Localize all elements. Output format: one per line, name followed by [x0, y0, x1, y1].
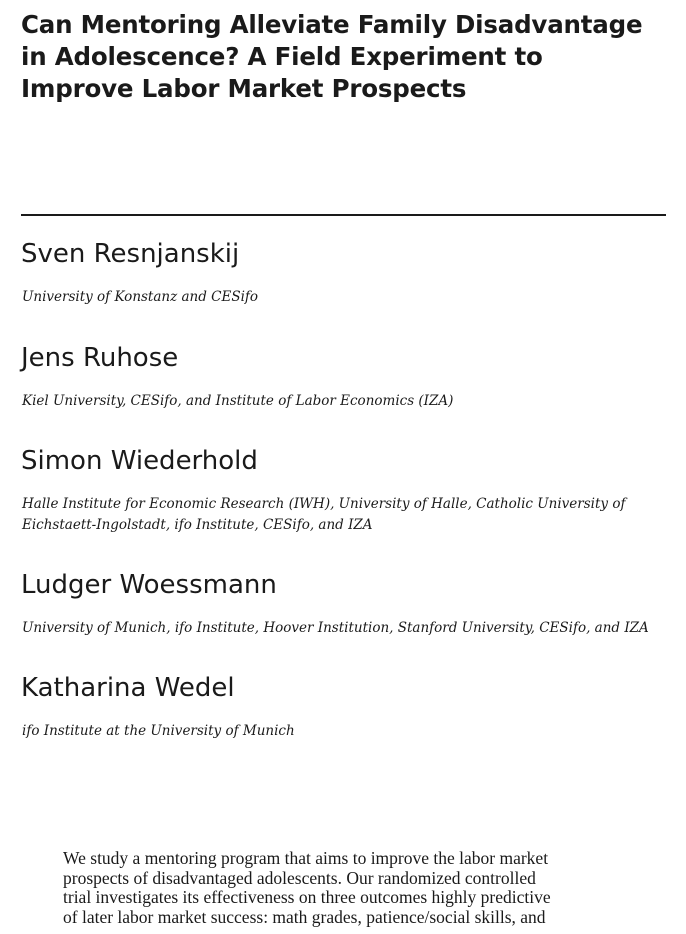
author-affiliation: [22, 287, 258, 308]
paper-title: [21, 9, 671, 105]
title-line: in Adolescence? A Field Experiment to: [21, 42, 543, 71]
abstract-line: of later labor market success: math grades, patience/social skills, and: [63, 906, 546, 927]
affiliation-line: Eichstaett-Ingolstadt, ifo Institute, CESifo, and IZA: [22, 517, 373, 533]
affiliation-line: Kiel University, CESifo, and Institute of Labor Economics (IZA): [22, 393, 454, 409]
author-name: Sven Resnjanskij: [21, 239, 240, 269]
affiliation-line: Halle Institute for Economic Research (IWH), University of Halle, Catholic University of: [22, 496, 626, 512]
author-name: Jens Ruhose: [21, 343, 179, 373]
title-line: Can Mentoring Alleviate Family Disadvantage: [21, 10, 643, 39]
abstract-text: [63, 849, 633, 927]
title-divider: [21, 214, 666, 216]
author-name: Ludger Woessmann: [21, 570, 277, 600]
author-name: Simon Wiederhold: [21, 446, 258, 476]
author-affiliation: [22, 391, 453, 412]
abstract-line: prospects of disadvantaged adolescents. Our randomized controlled: [63, 867, 536, 888]
affiliation-line: ifo Institute at the University of Munich: [22, 723, 295, 739]
author-affiliation: [22, 721, 295, 742]
abstract-line: trial investigates its effectiveness on three outcomes highly predictive: [63, 887, 551, 907]
author-affiliation: [22, 618, 649, 639]
author-name: Katharina Wedel: [21, 673, 235, 703]
author-affiliation: [22, 494, 625, 536]
title-line: Improve Labor Market Prospects: [21, 74, 467, 103]
affiliation-line: University of Konstanz and CESifo: [22, 289, 259, 305]
affiliation-line: University of Munich, ifo Institute, Hoover Institution, Stanford University, CESifo, and IZA: [22, 620, 649, 636]
abstract-line: We study a mentoring program that aims to improve the labor market: [63, 848, 549, 868]
